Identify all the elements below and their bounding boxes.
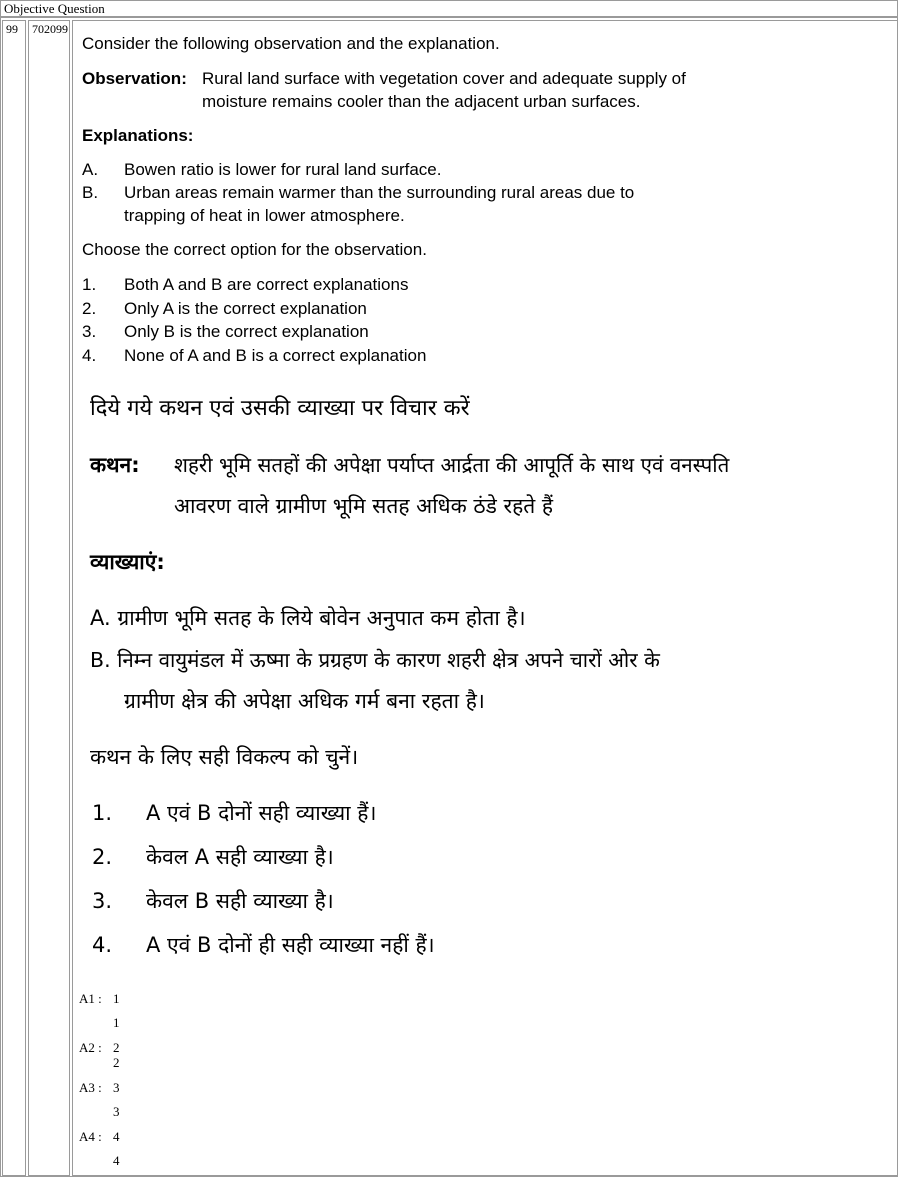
hindi-expl-b-line1: B. निम्न वायुमंडल में ऊष्मा के प्रग्रहण के कारण शहरी क्षेत्र अपने चारों ओर के [90,648,660,672]
english-expl-a: Bowen ratio is lower for rural land surface. [124,160,442,179]
option-number: 2. [82,299,97,318]
english-option-2 [82,298,367,320]
hindi-observation-line2: आवरण वाले ग्रामीण भूमि सतह अधिक ठंडे रहते हैं [174,494,554,518]
english-explanations-label: Explanations: [82,126,194,145]
english-option-3 [82,321,369,343]
english-choose: Choose the correct option for the observation. [82,240,427,259]
hindi-expl-a: A. ग्रामीण भूमि सतह के लिये बोवेन अनुपात कम होता है। [90,606,526,630]
english-expl-a-marker: A. [82,160,99,179]
answer-3-value: 3 [113,1080,120,1095]
answer-4-label: A4 : [79,1129,102,1144]
question-id: 702099 [28,20,70,1176]
option-number: 3. [82,322,97,341]
option-text: Only A is the correct explanation [124,299,367,318]
english-option-4 [82,345,426,367]
option-text: केवल B सही व्याख्या है। [146,889,334,913]
hindi-observation-line1: शहरी भूमि सतहों की अपेक्षा पर्याप्त आर्द्रता की आपूर्ति के साथ एवं वनस्पति [174,453,730,477]
option-number: 2. [92,845,113,869]
option-text: केवल A सही व्याख्या है। [146,845,334,869]
option-text: None of A and B is a correct explanation [124,346,427,365]
answer-3-label: A3 : [79,1080,102,1095]
option-number: 1. [92,801,113,825]
hindi-intro: दिये गये कथन एवं उसकी व्याख्या पर विचार करें [90,396,470,421]
english-expl-b-line2: trapping of heat in lower atmosphere. [124,206,405,225]
answer-3-value-alt: 3 [113,1104,120,1119]
option-number: 3. [92,889,113,913]
hindi-choose: कथन के लिए सही विकल्प को चुनें। [90,745,359,769]
answer-2-label: A2 : [79,1040,102,1055]
answer-1-label: A1 : [79,991,102,1006]
option-number: 4. [92,933,113,957]
english-intro: Consider the following observation and the explanation. [82,34,500,53]
hindi-observation-label: कथन: [90,453,140,477]
english-observation-label: Observation: [82,69,187,88]
answer-4-value: 4 [113,1129,120,1144]
hindi-option-2 [92,844,334,870]
english-observation-line2: moisture remains cooler than the adjacent urban surfaces. [202,92,641,111]
option-number: 4. [82,346,97,365]
english-expl-b-marker: B. [82,183,99,202]
answer-1-value-alt: 1 [113,1015,120,1030]
answer-4-value-alt: 4 [113,1153,120,1168]
hindi-expl-b-line2: ग्रामीण क्षेत्र की अपेक्षा अधिक गर्म बना रहता है। [124,689,485,713]
answer-2-value: 2 [113,1040,120,1055]
option-text: A एवं B दोनों सही व्याख्या हैं। [146,801,377,825]
hindi-explanations-label: व्याख्याएं: [90,550,165,574]
question-type-header: Objective Question [0,0,898,17]
hindi-option-4 [92,932,435,958]
hindi-option-1 [92,800,376,826]
answer-2-value-alt: 2 [113,1055,120,1070]
answer-1-value: 1 [113,991,120,1006]
option-text: Only B is the correct explanation [124,322,369,341]
english-expl-b-line1: Urban areas remain warmer than the surrounding rural areas due to [124,183,635,202]
option-number: 1. [82,275,97,294]
english-option-1 [82,274,408,296]
question-number: 99 [2,20,26,1176]
english-observation-line1: Rural land surface with vegetation cover and adequate supply of [202,69,686,88]
option-text: Both A and B are correct explanations [124,275,409,294]
option-text: A एवं B दोनों ही सही व्याख्या नहीं हैं। [146,933,435,957]
table-bottom-border [0,1176,898,1177]
hindi-option-3 [92,888,334,914]
